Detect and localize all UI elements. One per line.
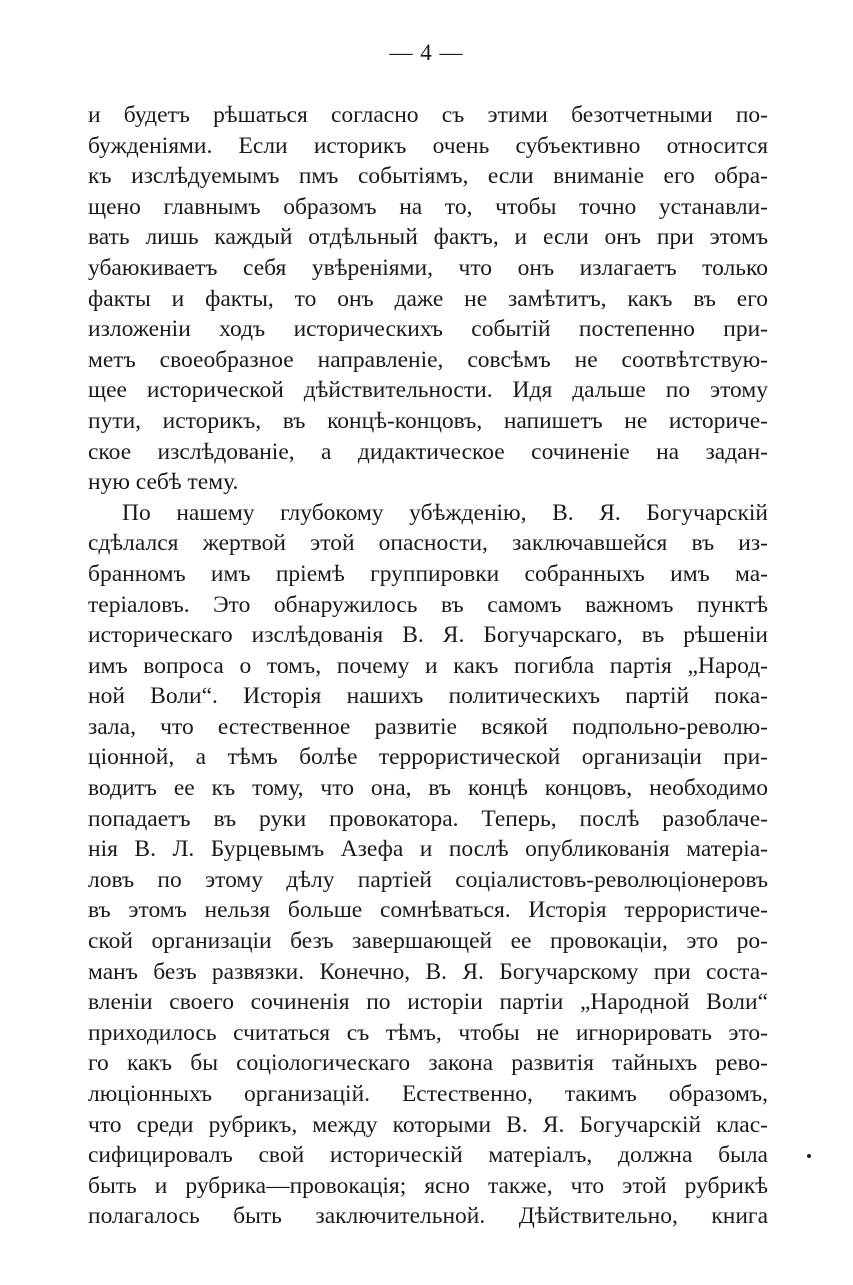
text-line: вать лишь каждый отдѣльный фактъ, и если онъ при этомъ	[88, 224, 768, 251]
text-line: теріаловъ. Это обнаружилось въ самомъ важномъ пунктѣ	[88, 591, 768, 618]
text-line: вленіи своего сочиненія по исторіи партіи „Народной Воли“	[88, 989, 768, 1016]
text-line: сдѣлался жертвой этой опасности, заключавшейся въ из-	[88, 530, 768, 557]
page-number: — 4 —	[389, 40, 464, 65]
text-line: манъ безъ развязки. Конечно, В. Я. Богучарскому при соста-	[88, 958, 768, 985]
text-line: сифицировалъ свой историческій матеріалъ, должна была	[88, 1142, 768, 1169]
text-line: факты и факты, то онъ даже не замѣтитъ, какъ въ его	[88, 285, 768, 312]
text-line: люціонныхъ организацій. Естественно, такимъ образомъ,	[88, 1081, 768, 1107]
body-text	[88, 100, 768, 1232]
text-line: ной Воли“. Исторія нашихъ политическихъ партій пока-	[88, 683, 768, 710]
text-line: зала, что естественное развитіе всякой подпольно-револю-	[88, 713, 768, 740]
text-line: историческаго изслѣдованія В. Я. Богучарскаго, въ рѣшеніи	[88, 622, 768, 649]
text-line: что среди рубрикъ, между которыми В. Я. Богучарскій клас-	[88, 1111, 768, 1138]
text-line: изложеніи ходъ историческихъ событій постепенно при-	[88, 316, 768, 343]
text-line: метъ своеобразное направленіе, совсѣмъ не соотвѣтствую-	[88, 346, 768, 373]
text-line: щее исторической дѣйствительности. Идя дальше по этому	[88, 377, 768, 404]
text-line: бужденіями. Если историкъ очень субъективно относится	[88, 132, 768, 159]
text-line: го какъ бы соціологическаго закона развитія тайныхъ рево-	[88, 1050, 768, 1077]
text-line: попадаетъ въ руки провокатора. Теперь, послѣ разоблаче-	[88, 805, 768, 832]
text-line: ціонной, а тѣмъ болѣе террористической организаціи при-	[88, 744, 768, 771]
text-line: ную себѣ тему.	[88, 469, 239, 496]
text-line: въ этомъ нельзя больше сомнѣваться. Исторія террористиче-	[88, 897, 768, 924]
text-line: быть и рубрика—провокація; ясно также, что этой рубрикѣ	[88, 1172, 768, 1199]
text-line: ловъ по этому дѣлу партіей соціалистовъ-революціонеровъ	[88, 866, 768, 893]
text-line: ской организаціи безъ завершающей ее провокаціи, это ро-	[88, 928, 768, 955]
text-line: къ изслѣдуемымъ пмъ событіямъ, если вниманіе его обра-	[88, 163, 768, 190]
text-line: убаюкиваетъ себя увѣреніями, что онъ излагаетъ только	[88, 254, 768, 281]
text-line: нія В. Л. Бурцевымъ Азефа и послѣ опубликованія матеріа-	[88, 836, 768, 863]
text-line: водитъ ее къ тому, что она, въ концѣ концовъ, необходимо	[88, 775, 768, 802]
text-line: имъ вопроса о томъ, почему и какъ погибла партія „Народ-	[88, 652, 768, 679]
text-line: полагалось быть заключительной. Дѣйствительно, книга	[88, 1203, 768, 1230]
text-line: щено главнымъ образомъ на то, чтобы точно устанавли-	[88, 193, 768, 220]
margin-mark	[807, 1154, 811, 1158]
text-line: По нашему глубокому убѣжденію, В. Я. Богучарскій	[122, 499, 768, 526]
text-line: и будетъ рѣшаться согласно съ этими безотчетными по-	[88, 102, 768, 128]
text-line: ское изслѣдованіе, а дидактическое сочиненіе на задан-	[88, 438, 768, 465]
text-line: бранномъ имъ пріемѣ группировки собранныхъ имъ ма-	[88, 560, 768, 587]
text-line: приходилось считаться съ тѣмъ, чтобы не игнорировать это-	[88, 1019, 768, 1046]
text-line: пути, историкъ, въ концѣ-концовъ, напишетъ не историче-	[88, 407, 768, 434]
